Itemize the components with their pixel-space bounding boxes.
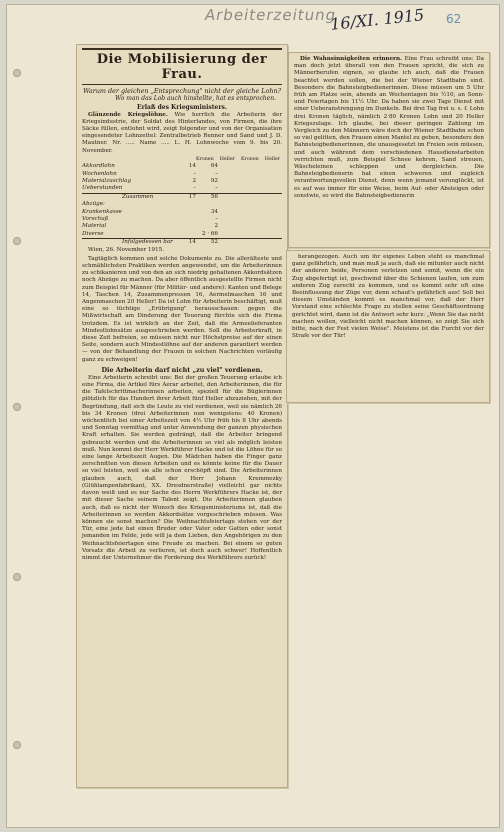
table-row <box>82 231 282 238</box>
table-row <box>82 223 282 230</box>
table-row <box>82 171 282 178</box>
row-label: Diverse <box>82 230 104 237</box>
table-row <box>82 216 282 223</box>
cell: 56 <box>210 193 218 200</box>
punch-hole <box>13 237 21 245</box>
clipping-left <box>76 44 288 788</box>
row-label: Zusammen <box>122 193 154 200</box>
table-row <box>82 209 282 216</box>
handwritten-date: 16/XI. 1915 <box>329 5 426 34</box>
row-label: Abzüge: <box>82 201 105 208</box>
row-label: Materialzuschlag <box>82 177 132 184</box>
cell: – <box>193 170 196 177</box>
row-label: Ueberstunden <box>82 185 123 192</box>
cell: 34 <box>210 208 218 215</box>
punch-hole <box>13 741 21 749</box>
cell <box>174 216 196 223</box>
cell: 52 <box>210 239 218 246</box>
cell: 2 <box>214 223 218 230</box>
wage-slip-table <box>82 156 282 254</box>
section-heading-2: Die Arbeiterin darf nicht „zu viel" verdienen. <box>101 365 263 374</box>
row-label: Material <box>82 223 107 230</box>
archive-number: 62 <box>446 12 462 26</box>
cell: 2 · 66 <box>201 230 218 237</box>
right-article-text <box>294 56 484 200</box>
cell <box>174 223 196 230</box>
cell <box>174 209 196 216</box>
table-date-line: Wien, 26. November 1915. <box>88 246 164 253</box>
cell: – <box>215 215 218 222</box>
cell: 64 <box>210 163 218 170</box>
table-row <box>82 185 282 192</box>
article-subtitle: Warum der gleichen „Entsprechung" nicht der gleiche Lohn? <box>82 87 282 95</box>
cell: 17 <box>188 193 196 200</box>
cell: – <box>215 185 218 192</box>
clipping-right <box>288 52 490 248</box>
cell: – <box>215 170 218 177</box>
intro-text: Wie herrlich die Arbeiterin der Kriegsindustrie, der Soldat des Hinterlandes, von Firmen, die ihre Säcke füllen, entlohnt wird, zeigt folgender und von der Organisation eingesendeter Lohnzettel: Zentralbetrieb Renner und Sand und J. D. Mautner. Nr. ..... Name ..... L. H. Lohnwoche vom 9. bis 20. November. <box>82 111 282 154</box>
cell: 14 <box>188 239 196 246</box>
quote-source: Erlaß des Kriegsministers. <box>137 103 227 111</box>
row-label: Krankenkasse <box>82 208 122 215</box>
col-header: Kronen <box>195 156 214 162</box>
newspaper-name: Arbeiterzeitung <box>203 6 338 24</box>
col-header: Kronen <box>240 156 259 162</box>
table-row-total <box>82 238 282 246</box>
row-label: Wochenlohn <box>82 170 117 177</box>
table-row <box>82 163 282 170</box>
row-label: Akkordlohn <box>82 163 115 170</box>
article-title: Die Mobilisierung der Frau. <box>96 52 268 82</box>
punch-hole <box>13 403 21 411</box>
right-article-continuation: herangezogen. Auch um ihr eigenes Leben steht es manchmal ganz gefährlich, und man muß ja auch, daß sie mitunter auch nicht der anderen beide, Personen verletzen und somit, wenn die ein Zug abgefertigt ist, geschwind über die Schienen laufen, um zum anderen Zug zurecht zu kommen, und es kommt sehr oft eine Beeinflussung der Züge vor, denn schaut's gefährlich aus! Soll bei diesem Umständen kommt es manchmal vor, daß der Herr Vorstand eine schlechte Frage zu stellen seine Geschäftsordnung gerichtet wird, dann ist die Antwort sehr kurz: „Wenn Sie das nicht machen wollen, vielleicht nicht machen können, so zeigt Sie sich bitte, nach der Fest vielen Weise". Meistens ist die Furcht vor der Strafe vor der Tür! <box>292 254 484 340</box>
article-header <box>82 48 282 85</box>
cell: 92 <box>210 177 218 184</box>
clipping-right-continuation <box>286 250 490 403</box>
cell: – <box>193 185 196 192</box>
row-label: Infolgedessen bar <box>122 239 173 246</box>
row-label: Vorschuß <box>82 215 109 222</box>
table-row <box>82 178 282 185</box>
intro-paragraph <box>82 112 282 155</box>
cell: 2 <box>192 177 196 184</box>
col-header: Heller <box>264 156 280 162</box>
body-paragraph-2: Eine Arbeiterin schreibt uns: Bei der großen Teuerung erlaube ich eine Firma, die Artikel fürs Aerar arbeitet, den Arbeiterinnen, die für die Tafelschrittmacherinnen arbeiten, speziell für die Büglerinnen plötzlich für das Hundert ihrer Arbeit fünf Heller abzuziehen, mit der Begründung, daß sich die Leute zu viel verdienen, weil sie nämlich 26 bis 34 Kronen (drei Arbeiterinnen nun wenigstens: 40 Kronen) wöchentlich bei einer Arbeitszeit von 4½ Uhr früh bis 8 Uhr abends und Sonntag vormittag und unter Anwendung der ganzen physischen Kraft erhalten. Sie werden gedrängt, daß die Arbeiter bringend gebraucht werden und die Arbeiterinnen so viel als möglich leisten muß. Nun kommt der Herr Werkführer Hacke und ist die Löhne für so eine lange Arbeitszeit Augen. Die Mädchen haben die Finger ganz zerschnitten von diesen Arbeiten und es könnte keine für die Dauer so viel leisten, weil sie alle schon erschöpft sind. Die Arbeiterinnen glauben auch, daß der Herr Johann Kremmezky (Glühlampenfabrikant, XX. Dresdnerstraße) vielleicht gar nichts davon weiß und es nur Sache des Herrn Werkführers Hacke ist, der mit dieser Sache seinem Talent zeigt. Die Arbeiterinnen glauben auch, daß es nicht der Wunsch des Kriegsministeriums ist, daß die Arbeiterinnen so werden Akkordsätze vorgeschrieben müssen. Was können sie sonst machen? Die Weihnachtsfeiertage stehen vor der Tür, eine jede hat einen Bruder oder Vater oder Gatten oder sonst jemanden im Felde, jede will ja dem Lieben, den Angehörigen zu den Weihnachtsfeiertagen eine Freude zu machen. Bei einem so guten Vorsatz die Arbeit zu verlieren, ist doch auch schwer! Hoffentlich nimmt der Unternehmer die Forderung des Werkführers zurück! <box>82 374 282 561</box>
col-header: Heller <box>219 156 235 162</box>
right-article-title: Die Wahnsinnigkeiten erinnern. <box>300 56 403 62</box>
body-paragraph-1: Tagtäglich kommen und solche Dokumente zu. Die allerälteste und schmählichsten Praktiken werden angewendet, um die Arbeiterinnen zu schikanieren und von den an sich niedrig gehaltenen Akkordsätzen noch Abzüge zu machen. Da aber öffentlich ausgestellte Firmen nicht zum Beispiel für Männer (für Militär- und andere): Kanten und Belege 14, Taschen 14, Zusammenpressen 16, Aermelmaschen 16 und Angenmaschen 20 Heller! Da ist Lohn für Arbeiterin beschäftigt, muß eine so tüchtige „Erübrigung" herausschauen: gegen die Mißwirtschaft am Dinderung der Teuerung fürchte sich die Firma trotzdem. Es ist wirklich an der Zeit, daß die Armeelieferanten Mindestlohnsätze ausgeschrieben werden. Soll die Arbeiterkraft, in diese Zeit befreien, so müssen nicht nur Höchstpreise auf der einen Seite, sondern auch Mindestlöhne auf der anderen garantiert werden — von der Behandlung der Frauen in solchen Nachrichten vorläufig ganz zu schweigen! <box>82 255 282 363</box>
section-heading: Glänzende Kriegslöhne. <box>88 111 168 118</box>
cell: 14 <box>188 163 196 170</box>
punch-hole <box>13 69 21 77</box>
punch-hole <box>13 573 21 581</box>
article-quote: Wo man das Lob auch hinstellte, hat es entsprochen. <box>114 95 276 102</box>
table-header <box>82 156 282 163</box>
table-row-total <box>82 193 282 201</box>
table-row <box>82 201 282 208</box>
cell <box>174 231 196 238</box>
right-article-body: Eine Frau schreibt uns: Da man doch jetzt überall von den Frauen spricht, die sich zu Männerberufen eignen, so glaube ich auch, daß die Frauen beachtet werden sollen, die bei der Wiener Stadtbahn sind. Besonders die Bahnsteigbedienerinnen. Diese müssen um 5 Uhr früh am Platze sein, abends an Wochentagen bis ½10, an Sonn- und Feiertagen bis 11½ Uhr. Da haben sie zwei Tage Dienst mit einer Ueberanstrengung im Dunkeln. Bei drei Tag frei u. s. f. Lohn drei Kronen täglich, nämlich 2·80 Kronen Lohn und 20 Heller Kriegszulage. Ich glaube, bei dieser geringen Zahlung im Vergleich zu den Männern wäre doch der Wiener Stadtbahn schon so viel gelitten, den Frauen einen Mantel zu geben, besonders den Bahnsteigbedienerinnen, die unausgesetzt im Freien sein müssen, und auch während dem verschiedenen Hausdienstarbeiten verrichten muß, zum Beispiel Schnee kehren, Sand streuen, Wäscheleinen schleppen und dergleichen. Die Bahnsteigbedienerin hat einen schweren und zugleich verantwortungsvollen Dienst, denn wenn jemand verunglückt, ist es auf was immer für eine Weise, beim Auf- oder Absteigen oder sonstwie, so wird die Bahnsteigbedienerin <box>294 56 484 199</box>
